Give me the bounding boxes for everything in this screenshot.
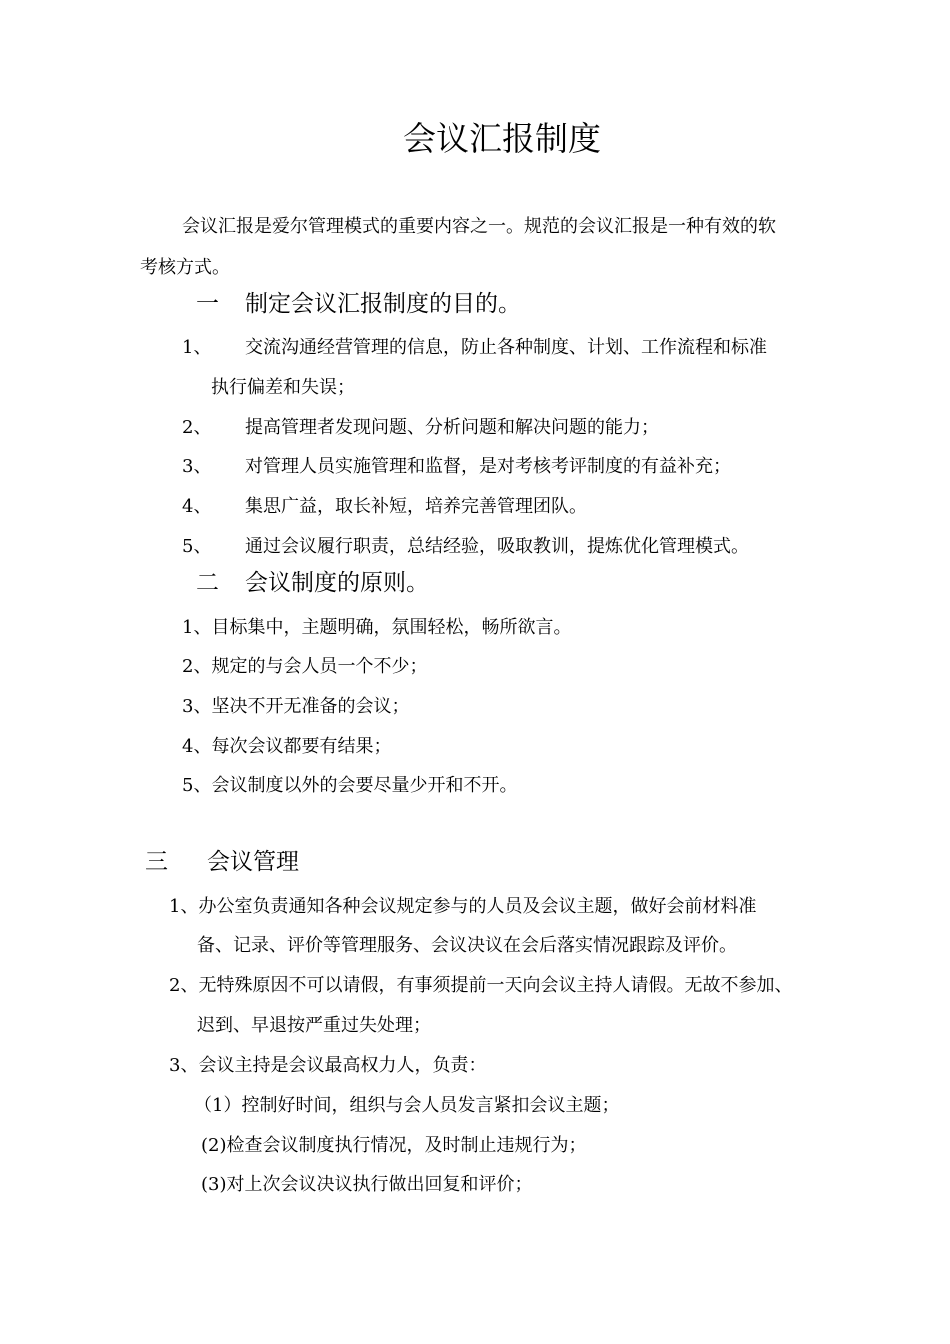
section-1-item-5-text: 通过会议履行职责，总结经验，吸取教训，提炼优化管理模式。 [245,536,749,557]
section-2-item-5: 5、会议制度以外的会要尽量少开和不开。 [182,775,518,796]
page-title: 会议汇报制度 [403,119,601,158]
section-1-item-3-number: 3、 [182,456,212,477]
section-2-item-4: 4、每次会议都要有结果； [182,736,392,757]
section-1-item-3-text: 对管理人员实施管理和监督，是对考核考评制度的有益补充； [245,456,731,477]
section-2-item-1: 1、目标集中，主题明确，氛围轻松，畅所欲言。 [182,617,572,638]
section-3-marker: 三 [145,849,168,875]
section-3-subitem-2: (2)检查会议制度执行情况，及时制止违规行为； [201,1135,587,1156]
intro-line-2: 考核方式。 [140,257,230,278]
section-1-item-2-text: 提高管理者发现问题、分析问题和解决问题的能力； [245,417,659,438]
section-1-item-1-text: 交流沟通经营管理的信息，防止各种制度、计划、工作流程和标准 [245,337,767,358]
section-1-item-4-number: 4、 [182,496,212,517]
section-1-item-2-number: 2、 [182,417,212,438]
section-1-item-5-number: 5、 [182,536,212,557]
section-1-item-1-number: 1、 [182,337,212,358]
section-3-item-1-cont: 备、记录、评价等管理服务、会议决议在会后落实情况跟踪及评价。 [197,935,737,956]
section-3-item-2: 2、无特殊原因不可以请假，有事须提前一天向会议主持人请假。无故不参加、 [169,975,793,996]
section-2-item-2: 2、规定的与会人员一个不少； [182,656,428,677]
section-2-heading: 会议制度的原则。 [245,570,429,596]
intro-line-1: 会议汇报是爱尔管理模式的重要内容之一。规范的会议汇报是一种有效的软 [182,216,776,237]
section-3-subitem-1: （1）控制好时间，组织与会人员发言紧扣会议主题； [194,1095,620,1116]
section-2-item-3: 3、坚决不开无准备的会议； [182,696,410,717]
section-1-heading: 制定会议汇报制度的目的。 [245,291,521,317]
section-3-item-1: 1、办公室负责通知各种会议规定参与的人员及会议主题，做好会前材料准 [169,896,757,917]
section-1-item-4-text: 集思广益，取长补短，培养完善管理团队。 [245,496,587,517]
section-3-item-3: 3、会议主持是会议最高权力人，负责： [169,1055,487,1076]
section-1-marker: 一 [196,291,219,317]
section-1-item-1-text-cont: 执行偏差和失误； [211,377,355,398]
section-2-marker: 二 [196,570,219,596]
section-3-heading: 会议管理 [207,849,299,875]
section-3-item-2-cont: 迟到、早退按严重过失处理； [197,1015,431,1036]
section-3-subitem-3: (3)对上次会议决议执行做出回复和评价； [201,1174,533,1195]
